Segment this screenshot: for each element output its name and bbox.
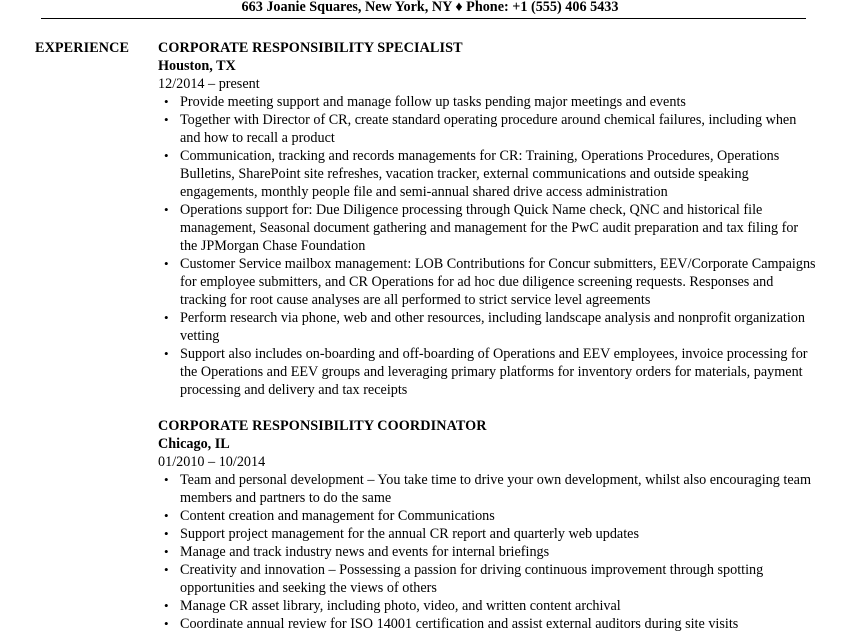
bullet-icon: •	[164, 562, 169, 577]
list-item	[158, 201, 818, 255]
bullet-icon: •	[164, 148, 169, 163]
job-title: CORPORATE RESPONSIBILITY SPECIALIST	[158, 40, 463, 56]
bullet-icon: •	[164, 94, 169, 109]
job-bullet-list	[158, 471, 818, 633]
bullet-icon: •	[164, 202, 169, 217]
list-item	[158, 147, 818, 201]
job-bullet-list	[158, 93, 818, 399]
job-location: Chicago, IL	[158, 436, 230, 452]
bullet-icon: •	[164, 526, 169, 541]
experience-content	[158, 39, 818, 633]
list-item	[158, 111, 818, 147]
list-item-text: Operations support for: Due Diligence processing through Quick Name check, QNC and historical file management, Seasonal document gathering and management for the PwC audit preparation and tax filing for the JPMorgan Chase Foundation	[180, 202, 799, 254]
list-item-text: Provide meeting support and manage follow up tasks pending major meetings and events	[180, 94, 686, 110]
job-entry	[158, 417, 818, 633]
list-item-text: Creativity and innovation – Possessing a passion for driving continuous improvement through spotting opportunities and seeking the views of others	[180, 562, 764, 596]
bullet-icon: •	[164, 112, 169, 127]
job-dates: 12/2014 – present	[158, 76, 260, 92]
list-item-text: Coordinate annual review for ISO 14001 certification and assist external auditors during site visits	[180, 616, 739, 632]
list-item	[158, 597, 818, 615]
job-dates: 01/2010 – 10/2014	[158, 454, 266, 470]
list-item-text: Support also includes on-boarding and off-boarding of Operations and EEV employees, invoice processing for the Operations and EEV groups and leveraging primary platforms for inventory orders for materials, payment processing and delivery and tax receipts	[180, 346, 808, 398]
list-item	[158, 615, 818, 633]
list-item	[158, 471, 818, 507]
bullet-icon: •	[164, 310, 169, 325]
list-item	[158, 543, 818, 561]
list-item-text: Team and personal development – You take time to drive your own development, whilst also encouraging team members and partners to do the same	[180, 472, 811, 506]
list-item	[158, 561, 818, 597]
list-item	[158, 255, 818, 309]
bullet-icon: •	[164, 472, 169, 487]
list-item-text: Manage and track industry news and events for internal briefings	[180, 544, 550, 560]
list-item	[158, 525, 818, 543]
list-item	[158, 309, 818, 345]
header-divider	[41, 18, 806, 19]
job-location: Houston, TX	[158, 58, 236, 74]
list-item	[158, 93, 818, 111]
list-item-text: Communication, tracking and records managements for CR: Training, Operations Procedures, Operations Bulletins, SharePoint site refreshes, vacation tracker, external communications and outside speaking engagements, monthly people file and semi-annual shared drive access administration	[180, 148, 780, 200]
contact-line: 663 Joanie Squares, New York, NY ♦ Phone: +1 (555) 406 5433	[241, 0, 619, 15]
bullet-icon: •	[164, 598, 169, 613]
list-item-text: Content creation and management for Communications	[180, 508, 495, 524]
list-item	[158, 507, 818, 525]
list-item-text: Customer Service mailbox management: LOB Contributions for Concur submitters, EEV/Corporate Campaigns for employee submitters, and CR Operations for ad hoc due diligence screening requests. Responses and tracking for root cause analyses are all performed to strict service level agreements	[180, 256, 816, 308]
list-item-text: Support project management for the annual CR report and quarterly web updates	[180, 526, 639, 542]
bullet-icon: •	[164, 256, 169, 271]
bullet-icon: •	[164, 508, 169, 523]
job-entry	[158, 39, 818, 399]
list-item	[158, 345, 818, 399]
job-title: CORPORATE RESPONSIBILITY COORDINATOR	[158, 418, 487, 434]
list-item-text: Perform research via phone, web and other resources, including landscape analysis and nonprofit organization vetting	[180, 310, 805, 344]
section-label-experience: EXPERIENCE	[35, 40, 130, 56]
list-item-text: Manage CR asset library, including photo, video, and written content archival	[180, 598, 621, 614]
bullet-icon: •	[164, 346, 169, 361]
list-item-text: Together with Director of CR, create standard operating procedure around chemical failures, including when and how to recall a product	[180, 112, 797, 146]
bullet-icon: •	[164, 544, 169, 559]
bullet-icon: •	[164, 616, 169, 631]
